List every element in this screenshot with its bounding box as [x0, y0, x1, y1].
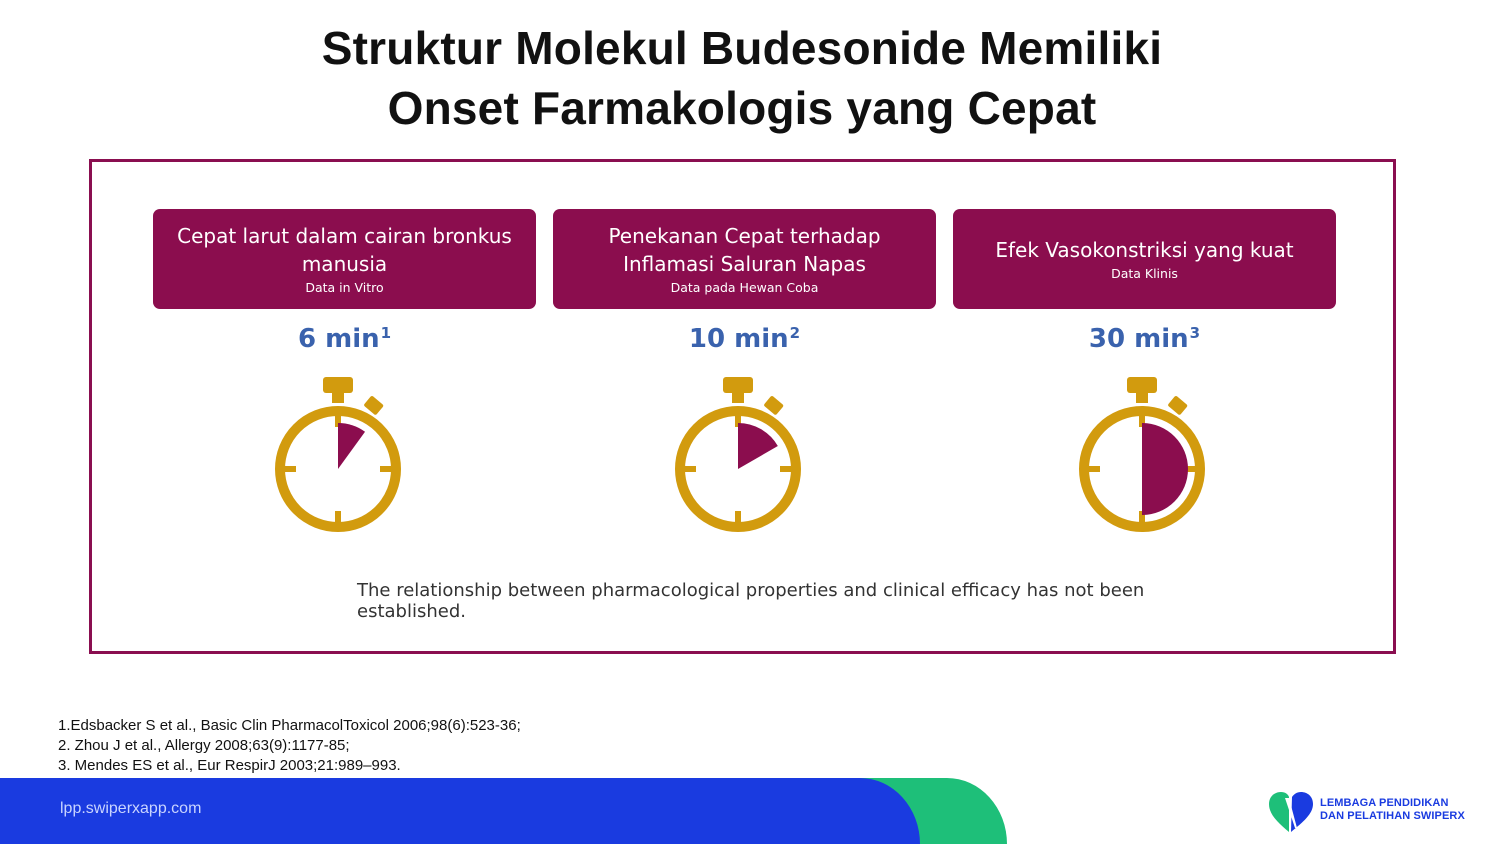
title-line-1: Struktur Molekul Budesonide Memiliki	[321, 22, 1163, 74]
title-line-2: Onset Farmakologis yang Cepat	[387, 82, 1097, 134]
panel-time-2-ref: 2	[789, 324, 801, 342]
disclaimer-note: The relationship between pharmacological properties and clinical efficacy has not been established.	[357, 580, 1145, 622]
panel-heading-1-line-2: manusia	[301, 252, 388, 276]
logo-text	[1320, 797, 1465, 823]
panel-heading-2-line-1: Penekanan Cepat terhadap	[608, 224, 881, 248]
panel-heading-1	[177, 222, 512, 278]
panel-time-1	[153, 324, 536, 354]
stopwatch-icon	[670, 374, 810, 536]
reference-item: 1.Edsbacker S et al., Basic Clin PharmacolToxicol 2006;98(6):523-36;	[58, 717, 521, 734]
panel-heading-2-line-2: Inflamasi Saluran Napas	[623, 252, 866, 276]
panel-time-2	[553, 324, 936, 354]
stopwatch-icon	[270, 374, 410, 536]
reference-item: 2. Zhou J et al., Allergy 2008;63(9):1177-85;	[58, 737, 350, 754]
panel-time-3-ref: 3	[1189, 324, 1201, 342]
footer-site-link[interactable]: lpp.swiperxapp.com	[60, 800, 202, 817]
panel-time-1-value: 6 min	[297, 324, 380, 354]
panel-heading-3	[995, 236, 1293, 264]
panel-time-3-value: 30 min	[1088, 324, 1189, 354]
logo-text-line-2: DAN PELATIHAN SWIPERX	[1320, 810, 1465, 822]
panel-card-3	[953, 209, 1336, 309]
panel-heading-2	[608, 222, 880, 278]
slide-title	[0, 18, 1484, 138]
reference-item: 3. Mendes ES et al., Eur RespirJ 2003;21:989–993.	[58, 757, 401, 774]
panel-heading-3-line-1: Efek Vasokonstriksi yang kuat	[995, 238, 1294, 262]
panel-time-3	[953, 324, 1336, 354]
panel-time-2-value: 10 min	[688, 324, 789, 354]
panel-source-2: Data pada Hewan Coba	[670, 280, 819, 295]
panel-source-3: Data Klinis	[1111, 266, 1178, 281]
panel-time-1-ref: 1	[380, 324, 392, 342]
content-frame	[89, 159, 1396, 654]
stopwatch-icon	[1074, 374, 1214, 536]
references	[58, 716, 521, 776]
panel-source-1: Data in Vitro	[305, 280, 384, 295]
logo-text-line-1: LEMBAGA PENDIDIKAN	[1320, 797, 1449, 809]
panel-card-2	[553, 209, 936, 309]
panel-card-1	[153, 209, 536, 309]
panel-heading-1-line-1: Cepat larut dalam cairan bronkus	[177, 224, 512, 248]
